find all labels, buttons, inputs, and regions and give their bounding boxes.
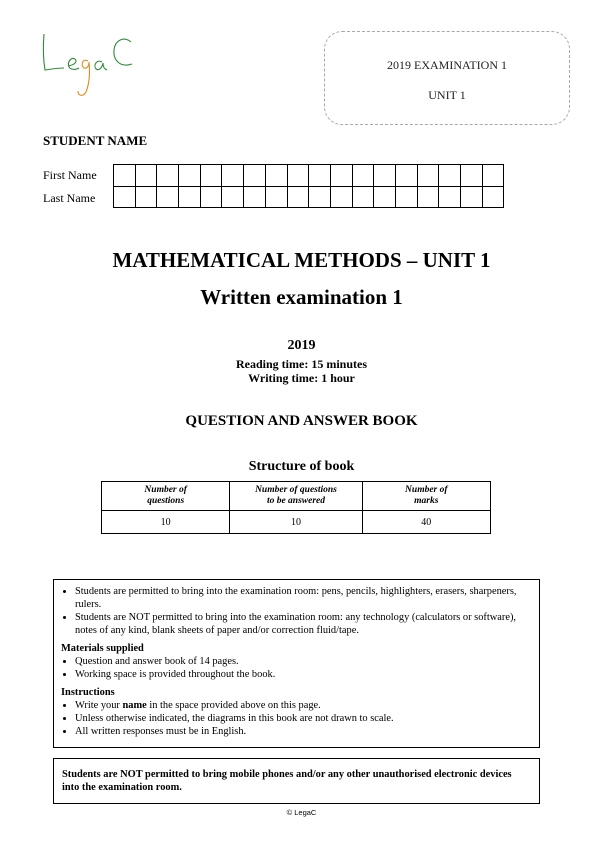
instructions-heading: Instructions bbox=[61, 687, 115, 698]
letter-box[interactable] bbox=[114, 165, 136, 187]
first-name-label: First Name bbox=[43, 168, 97, 182]
letter-box[interactable] bbox=[244, 165, 266, 187]
reading-time: Reading time: 15 minutes bbox=[236, 357, 367, 371]
letter-box[interactable] bbox=[352, 165, 374, 187]
rule-item: • Students are permitted to bring into the examination room: pens, pencils, highlighters, erasers, sharpeners, rulers. bbox=[75, 585, 531, 611]
letter-box[interactable] bbox=[417, 186, 439, 208]
copyright-notice: © LegaC bbox=[286, 808, 317, 817]
exam-title: 2019 EXAMINATION 1 bbox=[387, 58, 507, 72]
letter-box[interactable] bbox=[222, 165, 244, 187]
letter-box[interactable] bbox=[330, 186, 352, 208]
mobile-phone-warning: Students are NOT permitted to bring mobile phones and/or any other unauthorised electronic devices into the examination room. bbox=[53, 758, 540, 804]
letter-box[interactable] bbox=[309, 165, 331, 187]
last-name-boxes[interactable] bbox=[114, 186, 504, 208]
letter-box[interactable] bbox=[374, 186, 396, 208]
col-marks-header: Number of marks bbox=[362, 482, 490, 511]
letter-box[interactable] bbox=[461, 186, 483, 208]
marks-value: 40 bbox=[362, 511, 490, 534]
writing-time: Writing time: 1 hour bbox=[248, 371, 355, 385]
letter-box[interactable] bbox=[374, 165, 396, 187]
letter-box[interactable] bbox=[439, 186, 461, 208]
letter-box[interactable] bbox=[395, 165, 417, 187]
letter-box[interactable] bbox=[222, 186, 244, 208]
rules-box bbox=[53, 579, 540, 748]
exam-subtitle: Written examination 1 bbox=[200, 285, 403, 309]
letter-box[interactable] bbox=[244, 186, 266, 208]
letter-box[interactable] bbox=[330, 165, 352, 187]
letter-box[interactable] bbox=[200, 186, 222, 208]
letter-box[interactable] bbox=[135, 186, 157, 208]
letter-box[interactable] bbox=[265, 165, 287, 187]
col-answered-header: Number of questions to be answered bbox=[230, 482, 362, 511]
legac-logo bbox=[38, 28, 138, 100]
letter-box[interactable] bbox=[482, 186, 504, 208]
exam-info-box bbox=[324, 31, 570, 125]
letter-box[interactable] bbox=[179, 186, 201, 208]
letter-box[interactable] bbox=[114, 186, 136, 208]
material-item: • Working space is provided throughout the book. bbox=[75, 668, 531, 681]
letter-box[interactable] bbox=[309, 186, 331, 208]
letter-box[interactable] bbox=[461, 165, 483, 187]
letter-box[interactable] bbox=[395, 186, 417, 208]
letter-box[interactable] bbox=[200, 165, 222, 187]
rule-item: • Students are NOT permitted to bring into the examination room: any technology (calculators or software), notes of any kind, blank sheets of paper and/or correction fluid/tape. bbox=[75, 611, 531, 637]
letter-box[interactable] bbox=[287, 165, 309, 187]
letter-box[interactable] bbox=[482, 165, 504, 187]
name-entry-grid bbox=[113, 164, 504, 208]
letter-box[interactable] bbox=[135, 165, 157, 187]
material-item: • Question and answer book of 14 pages. bbox=[75, 655, 531, 668]
materials-heading: Materials supplied bbox=[61, 643, 144, 654]
letter-box[interactable] bbox=[352, 186, 374, 208]
exam-unit: UNIT 1 bbox=[428, 88, 466, 102]
structure-heading: Structure of book bbox=[248, 459, 355, 474]
letter-box[interactable] bbox=[265, 186, 287, 208]
instruction-item: • Write your name in the space provided above on this page. bbox=[75, 699, 531, 712]
subject-title: MATHEMATICAL METHODS – UNIT 1 bbox=[112, 248, 491, 272]
questions-value: 10 bbox=[102, 511, 230, 534]
student-name-heading: STUDENT NAME bbox=[43, 133, 148, 148]
answered-value: 10 bbox=[230, 511, 362, 534]
structure-table bbox=[101, 481, 491, 534]
first-name-boxes[interactable] bbox=[114, 165, 504, 187]
letter-box[interactable] bbox=[287, 186, 309, 208]
book-title: QUESTION AND ANSWER BOOK bbox=[185, 413, 418, 429]
letter-box[interactable] bbox=[439, 165, 461, 187]
letter-box[interactable] bbox=[157, 165, 179, 187]
letter-box[interactable] bbox=[417, 165, 439, 187]
instruction-item: • All written responses must be in English. bbox=[75, 725, 531, 738]
letter-box[interactable] bbox=[157, 186, 179, 208]
instruction-item: • Unless otherwise indicated, the diagrams in this book are not drawn to scale. bbox=[75, 712, 531, 725]
col-questions-header: Number of questions bbox=[102, 482, 230, 511]
last-name-label: Last Name bbox=[43, 191, 96, 205]
letter-box[interactable] bbox=[179, 165, 201, 187]
exam-year: 2019 bbox=[287, 338, 316, 353]
